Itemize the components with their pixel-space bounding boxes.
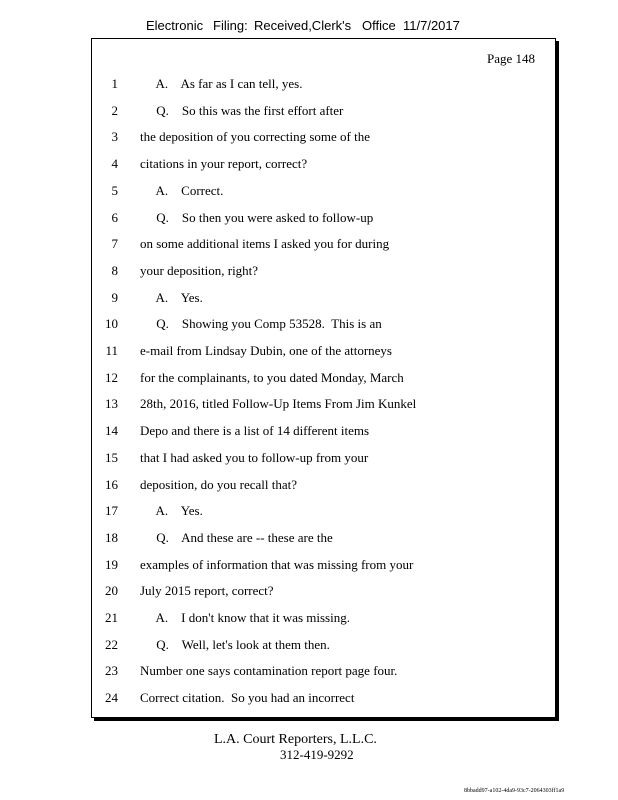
transcript-line-text: A. Correct.	[140, 182, 224, 198]
line-number: 8	[111, 262, 118, 278]
page-shadow-bottom	[94, 718, 559, 721]
transcript-line-text: citations in your report, correct?	[140, 156, 308, 172]
footer-company: L.A. Court Reporters, L.L.C.	[214, 732, 377, 747]
transcript-line-text: Q. And these are -- these are the	[140, 529, 333, 545]
page-shadow-right	[556, 41, 559, 721]
line-number: 19	[105, 556, 118, 572]
line-number: 20	[105, 583, 118, 599]
transcript-line-text: A. I don't know that it was missing.	[140, 610, 350, 625]
line-number: 13	[105, 396, 118, 412]
transcript-line-text: Q. Well, let's look at them then.	[140, 636, 330, 652]
transcript-line-text: for the complainants, to you dated Monday, March	[140, 369, 404, 385]
transcript-line-text: Depo and there is a list of 14 different items	[140, 423, 370, 439]
line-number: 17	[105, 503, 118, 519]
filing-word-received: Received,Clerk's	[254, 18, 352, 33]
line-number: 14	[105, 423, 118, 439]
line-number: 24	[105, 690, 118, 706]
footer-phone: 312-419-9292	[280, 747, 354, 762]
transcript-line-text: Number one says contamination report page four.	[140, 663, 398, 679]
line-number: 4	[111, 156, 118, 172]
transcript-line-text: Correct citation. So you had an incorrect	[140, 690, 355, 706]
transcript-line-text: Q. Showing you Comp 53528. This is an	[140, 316, 382, 332]
line-number: 16	[105, 476, 118, 492]
line-number: 10	[105, 316, 118, 332]
transcript-line-text: Q. So then you were asked to follow-up	[140, 209, 374, 225]
filing-header	[0, 18, 618, 36]
line-number: 2	[111, 102, 118, 118]
line-number: 9	[111, 289, 118, 305]
transcript-line-text: that I had asked you to follow-up from your	[140, 449, 369, 465]
line-number: 18	[105, 529, 118, 545]
document-id: 8bbadd97-a102-4da9-93c7-2064303ff1a9	[464, 788, 565, 794]
transcript-line-text: July 2015 report, correct?	[140, 583, 274, 599]
transcript-line-text: the deposition of you correcting some of the	[140, 129, 370, 145]
line-number: 1	[111, 76, 118, 91]
line-number: 22	[105, 636, 118, 652]
page-number: Page 148	[486, 51, 535, 66]
line-number: 7	[111, 236, 118, 252]
transcript-line-text: deposition, do you recall that?	[140, 476, 298, 492]
line-number: 23	[105, 663, 118, 679]
line-number: 21	[105, 610, 118, 625]
line-number: 6	[111, 209, 118, 225]
transcript-line-text: your deposition, right?	[140, 262, 259, 278]
transcript-line-text: examples of information that was missing from your	[140, 556, 414, 572]
filing-date: 11/7/2017	[403, 18, 460, 33]
line-number: 5	[111, 182, 118, 198]
line-number: 15	[105, 449, 118, 465]
line-number: 11	[105, 343, 118, 358]
transcript-line-text: A. As far as I can tell, yes.	[140, 76, 303, 91]
transcript-line-text: 28th, 2016, titled Follow-Up Items From Jim Kunkel	[140, 396, 417, 412]
filing-word-office: Office	[362, 18, 396, 33]
transcript-line-text: e-mail from Lindsay Dubin, one of the attorneys	[140, 343, 392, 358]
transcript-page	[91, 38, 556, 718]
transcript-line-text: A. Yes.	[140, 289, 203, 305]
filing-word-filing: Filing:	[213, 18, 248, 33]
line-number: 12	[105, 369, 118, 385]
filing-word-electronic: Electronic	[146, 18, 204, 33]
transcript-line-text: A. Yes.	[140, 503, 203, 519]
transcript-line-text: Q. So this was the first effort after	[140, 102, 344, 118]
transcript-line-text: on some additional items I asked you for during	[140, 236, 390, 252]
line-number: 3	[111, 129, 118, 145]
